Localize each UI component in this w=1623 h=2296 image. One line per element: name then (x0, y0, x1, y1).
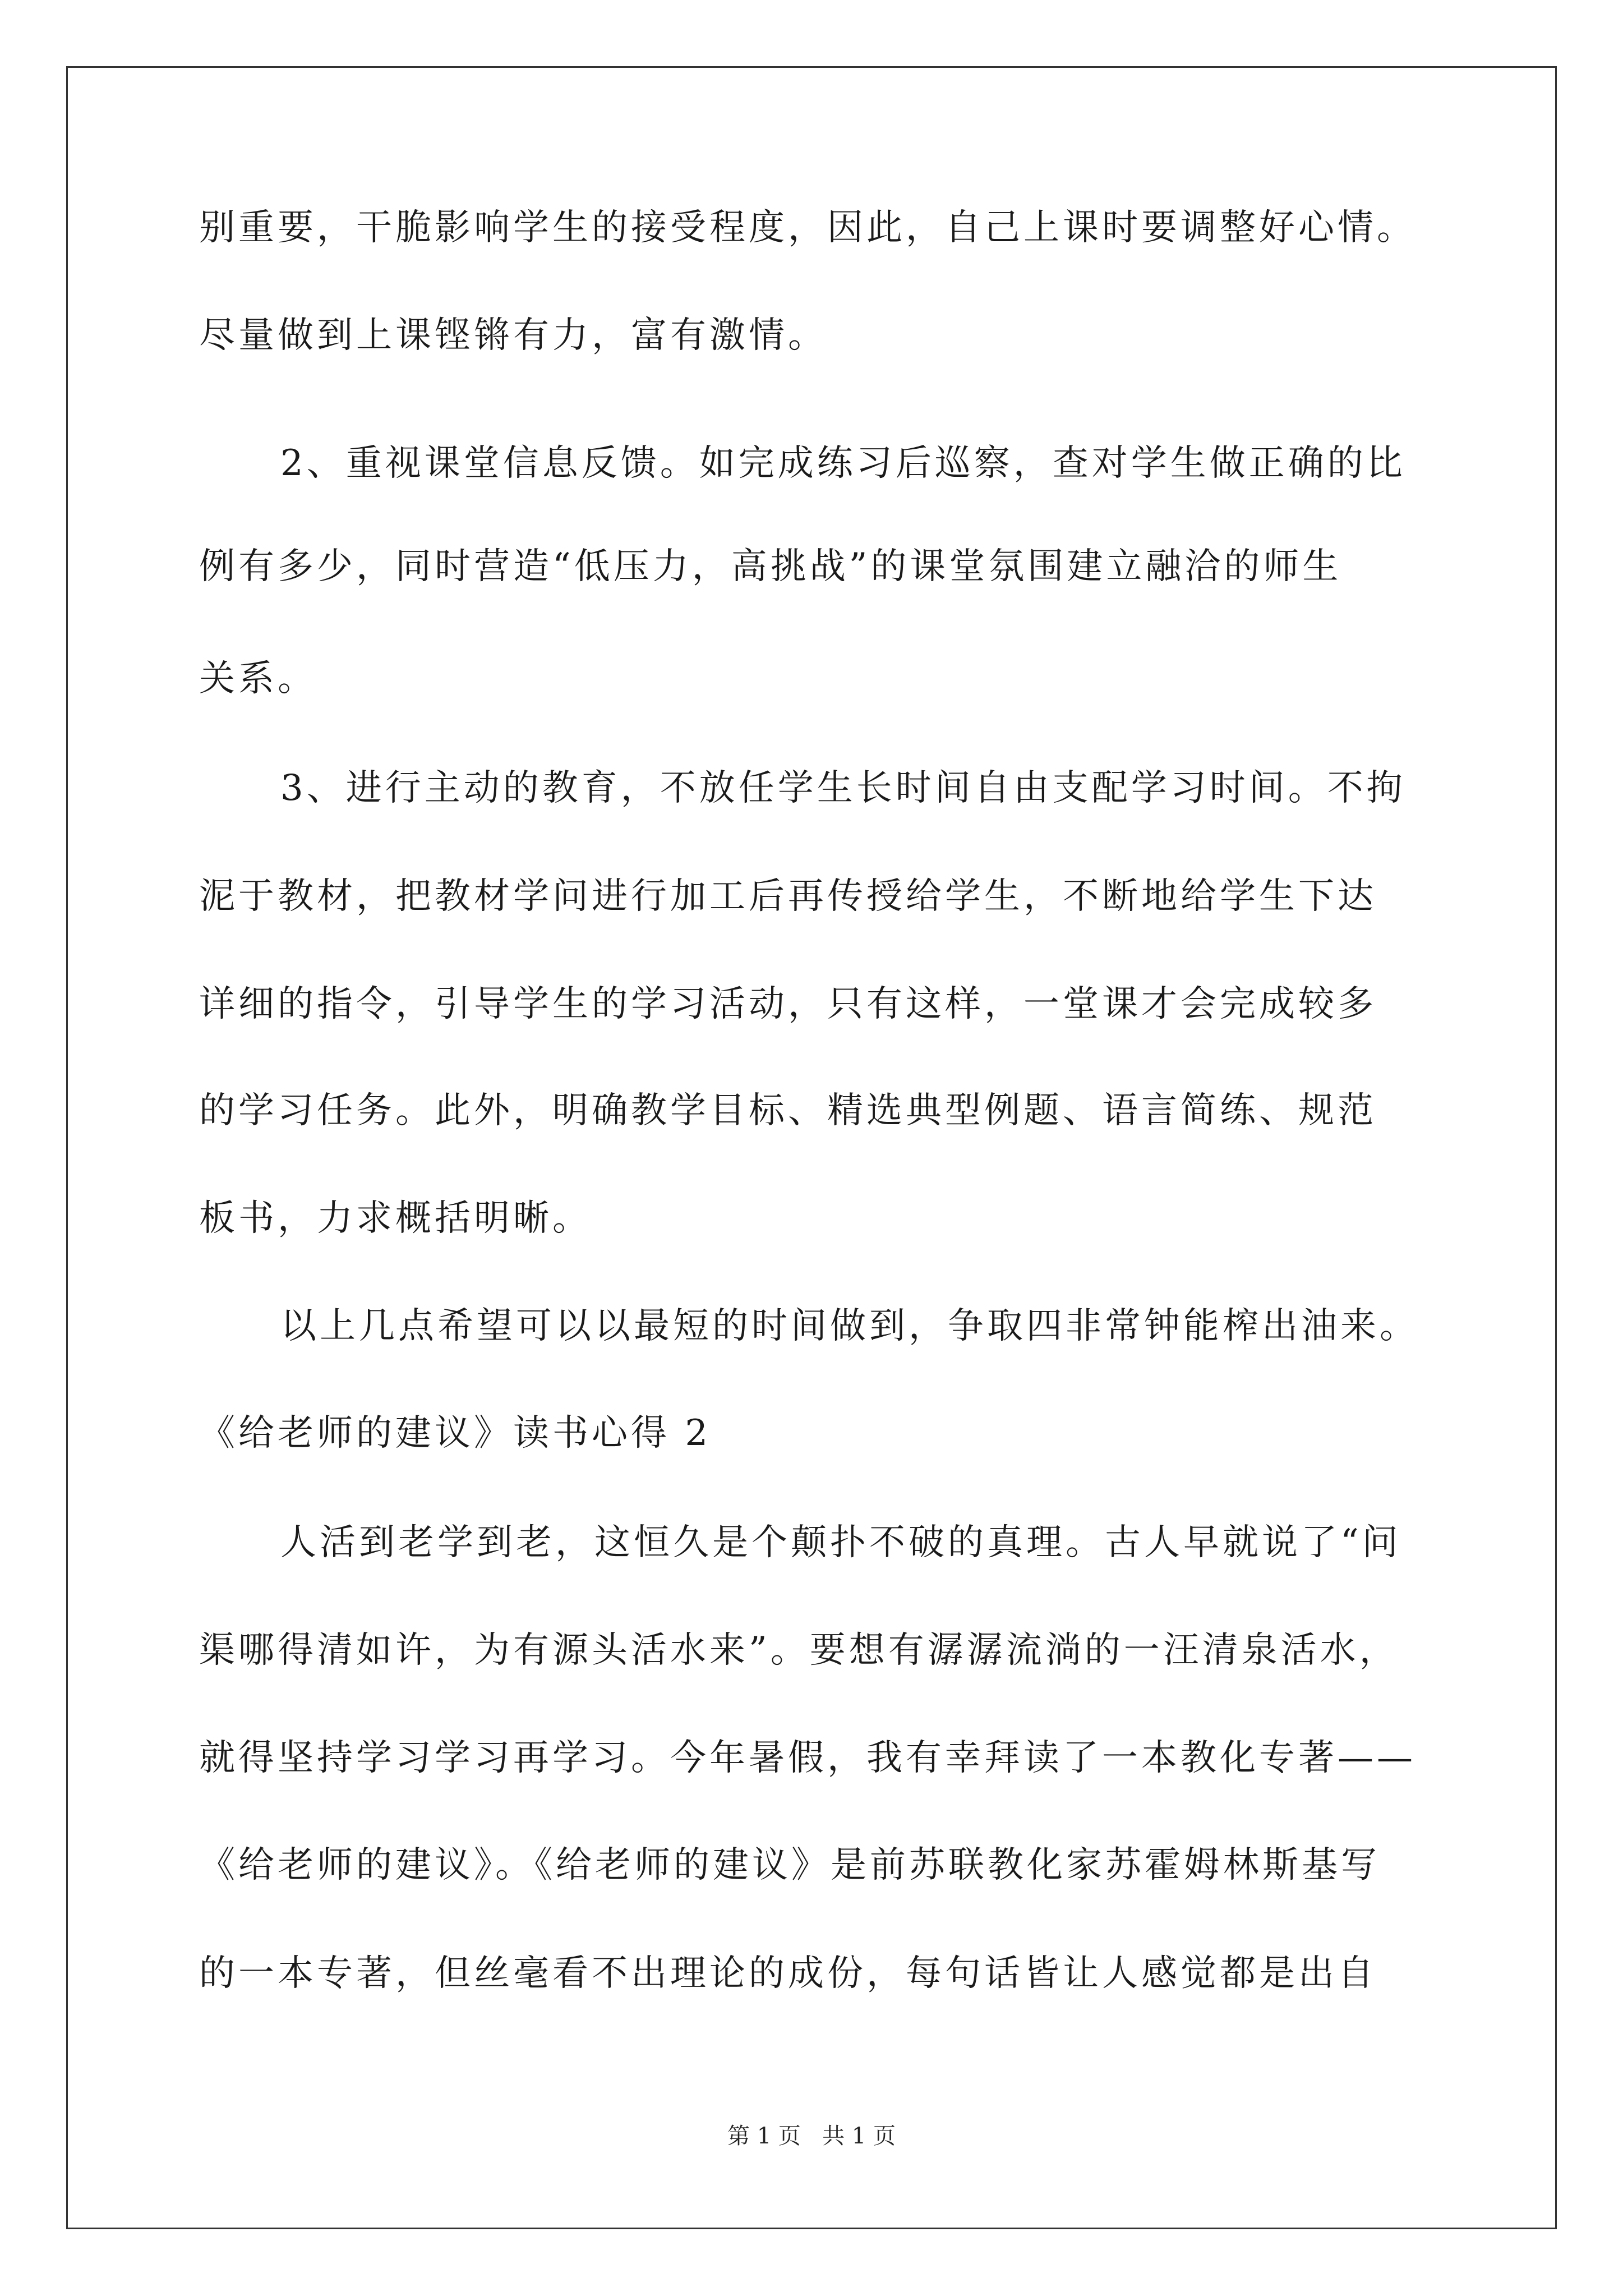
section-heading: 《给老师的建议》读书心得 2 (199, 1412, 712, 1454)
text-line: 关系。 (199, 658, 317, 700)
text-line: 《给老师的建议》。《给老师的建议》是前苏联教化家苏霍姆林斯基写 (199, 1844, 1380, 1886)
text-line: 渠哪得清如许，为有源头活水来”。要想有潺潺流淌的一汪清泉活水， (199, 1630, 1399, 1671)
text-line: 别重要，干脆影响学生的接受程度，因此，自己上课时要调整好心情。 (199, 207, 1416, 249)
text-line: 详细的指令，引导学生的学习活动，只有这样，一堂课才会完成较多 (199, 983, 1377, 1025)
page-number-footer: 第 1 页 共 1 页 (727, 2123, 896, 2149)
text-line: 就得坚持学习学习再学习。今年暑假，我有幸拜读了一本教化专著—— (199, 1737, 1416, 1779)
text-line: 泥于教材，把教材学问进行加工后再传授给学生，不断地给学生下达 (199, 876, 1377, 917)
text-line: 3、进行主动的教育，不放任学生长时间自由支配学习时间。不拘 (280, 767, 1406, 809)
text-line: 尽量做到上课铿锵有力，富有激情。 (199, 315, 827, 356)
text-line: 例有多少，同时营造“低压力，高挑战”的课堂氛围建立融洽的师生 (199, 546, 1342, 587)
text-line: 人活到老学到老，这恒久是个颠扑不破的真理。古人早就说了“问 (280, 1522, 1401, 1563)
text-line: 2、重视课堂信息反馈。如完成练习后巡察，查对学生做正确的比 (280, 443, 1406, 484)
text-line: 的学习任务。此外，明确教学目标、精选典型例题、语言简练、规范 (199, 1090, 1377, 1131)
text-line: 的一本专著，但丝毫看不出理论的成份，每句话皆让人感觉都是出自 (199, 1953, 1377, 1994)
page-border (66, 66, 1557, 2229)
text-line: 板书，力求概括明晰。 (199, 1198, 592, 1239)
text-line: 以上几点希望可以以最短的时间做到，争取四非常钟能榨出油来。 (280, 1305, 1419, 1347)
